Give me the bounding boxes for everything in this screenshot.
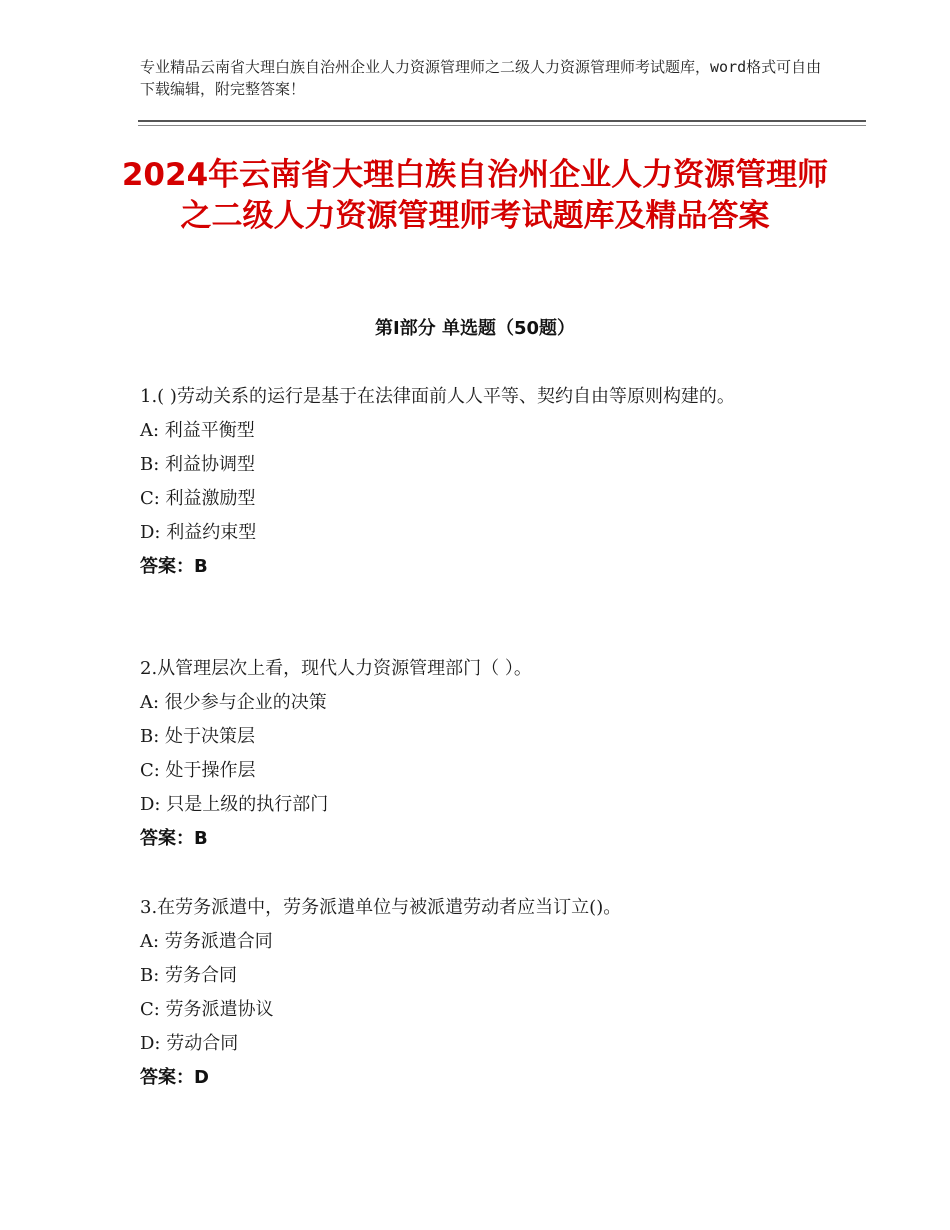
option-d: D: 劳动合同 (140, 1033, 239, 1054)
section-heading: 第Ⅰ部分 单选题（50题） (374, 318, 575, 339)
header-rule-thin (138, 125, 866, 126)
answer: 答案：B (140, 828, 208, 849)
option-a: A: 很少参与企业的决策 (140, 692, 327, 713)
option-b: B: 利益协调型 (140, 454, 256, 475)
option-d: D: 只是上级的执行部门 (140, 794, 329, 815)
answer: 答案：D (140, 1067, 209, 1088)
question-stem: 3.在劳务派遣中，劳务派遣单位与被派遣劳动者应当订立()。 (140, 897, 622, 918)
question-3 (140, 891, 820, 1095)
option-b: B: 处于决策层 (140, 726, 256, 747)
option-c: C: 处于操作层 (140, 760, 256, 781)
question-stem: 1.( )劳动关系的运行是基于在法律面前人人平等、契约自由等原则构建的。 (140, 386, 735, 407)
option-a: A: 劳务派遣合同 (140, 931, 273, 952)
answer: 答案：B (140, 556, 208, 577)
question-2 (140, 652, 820, 856)
option-a: A: 利益平衡型 (140, 420, 255, 441)
question-1 (140, 380, 820, 584)
header-note: 专业精品云南省大理白族自治州企业人力资源管理师之二级人力资源管理师考试题库，word格式可自由下载编辑，附完整答案！ (140, 58, 822, 98)
option-d: D: 利益约束型 (140, 522, 257, 543)
question-stem: 2.从管理层次上看，现代人力资源管理部门（ ）。 (140, 658, 532, 679)
header-rule (138, 120, 866, 122)
option-c: C: 利益激励型 (140, 488, 256, 509)
document-title: 2024年云南省大理白族自治州企业人力资源管理师之二级人力资源管理师考试题库及精品答案 (121, 157, 829, 234)
option-b: B: 劳务合同 (140, 965, 238, 986)
option-c: C: 劳务派遣协议 (140, 999, 274, 1020)
